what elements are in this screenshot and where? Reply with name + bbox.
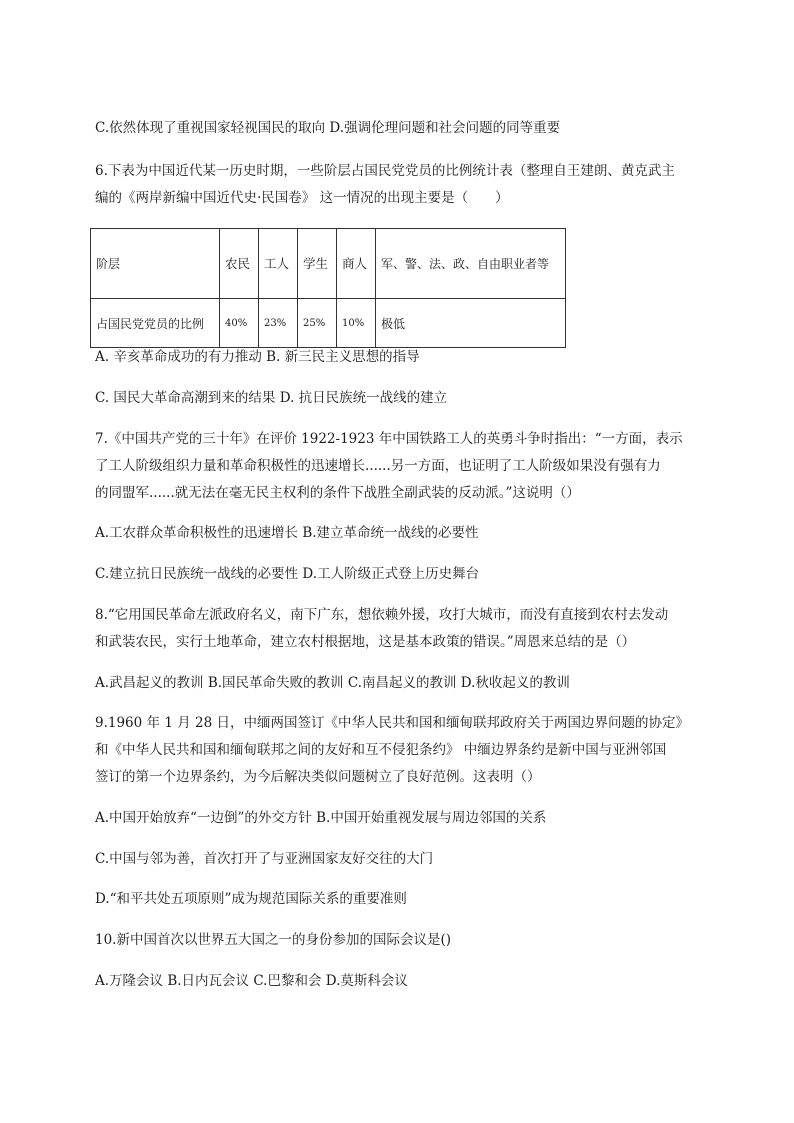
table-header-cell: 军、警、法、政、自由职业者等 — [376, 229, 566, 299]
option-line-5cd: C.依然体现了重视国家轻视国民的取向 D.强调伦理问题和社会问题的同等重要 — [95, 120, 561, 136]
question-9-stem-cont: 签订的第一个边界条约，为今后解决类似问题树立了良好范例。这表明（） — [95, 769, 541, 785]
question-7-stem-cont: 的同盟军......就无法在毫无民主权利的条件下战胜全副武装的反动派。”这说明（） — [95, 485, 580, 501]
table-cell: 25% — [298, 299, 337, 348]
question-6-stem-cont: 编的《两岸新编中国近代史·民国卷》 这一情况的出现主要是（ ） — [95, 190, 509, 206]
table-header-cell: 阶层 — [91, 229, 220, 299]
option-line-9d: D.“和平共处五项原则”成为规范国际关系的重要准则 — [95, 891, 407, 907]
question-7-stem-cont: 了工人阶级组织力量和革命积极性的迅速增长......另一方面，也证明了工人阶级如果没有强有力 — [95, 458, 661, 474]
question-8-stem-cont: 和武装农民，实行土地革命，建立农村根据地，这是基本政策的错误。”周恩来总结的是（） — [95, 634, 636, 650]
option-line-10: A.万隆会议 B.日内瓦会议 C.巴黎和会 D.莫斯科会议 — [95, 973, 408, 989]
table-cell: 10% — [337, 299, 376, 348]
option-line-7ab: A.工农群众革命积极性的迅速增长 B.建立革命统一战线的必要性 — [95, 525, 479, 541]
question-9-stem: 9.1960 年 1 月 28 日，中缅两国签订《中华人民共和国和缅甸联邦政府关于两国边界问题的协定》 — [95, 715, 689, 731]
table-header-cell: 农民 — [220, 229, 259, 299]
question-8-stem: 8.“它用国民革命左派政府名义，南下广东，想依赖外援，攻打大城市，而没有直接到农村去发动 — [95, 607, 669, 623]
table-header-cell: 商人 — [337, 229, 376, 299]
table-header-cell: 工人 — [259, 229, 298, 299]
table-header-row — [91, 229, 566, 299]
table-cell: 极低 — [376, 299, 566, 348]
option-line-6ab: A. 辛亥革命成功的有力推动 B. 新三民主义思想的指导 — [95, 349, 420, 365]
table-header-cell: 学生 — [298, 229, 337, 299]
question-6-stem: 6.下表为中国近代某一历史时期，一些阶层占国民党党员的比例统计表（整理自王建朗、黄克武主 — [95, 163, 675, 179]
question-10-stem: 10.新中国首次以世界五大国之一的身份参加的国际会议是() — [95, 932, 452, 948]
question-7-stem: 7.《中国共产党的三十年》在评价 1922-1923 年中国铁路工人的英勇斗争时指出：“一方面，表示 — [95, 431, 683, 447]
table-cell: 40% — [220, 299, 259, 348]
party-member-ratio-table — [90, 228, 566, 348]
question-9-stem-cont: 和《中华人民共和国和缅甸联邦之间的友好和互不侵犯条约》 中缅边界条约是新中国与亚洲邻国 — [95, 742, 667, 758]
option-line-9c: C.中国与邻为善，首次打开了与亚洲国家友好交往的大门 — [95, 851, 434, 867]
table-cell: 占国民党党员的比例 — [91, 299, 220, 348]
option-line-9ab: A.中国开始放弃“一边倒”的外交方针 B.中国开始重视发展与周边邻国的关系 — [95, 810, 547, 826]
option-line-6cd: C. 国民大革命高潮到来的结果 D. 抗日民族统一战线的建立 — [95, 390, 448, 406]
option-line-7cd: C.建立抗日民族统一战线的必要性 D.工人阶级正式登上历史舞台 — [95, 566, 480, 582]
table-row — [91, 299, 566, 348]
table-cell: 23% — [259, 299, 298, 348]
option-line-8: A.武昌起义的教训 B.国民革命失败的教训 C.南昌起义的教训 D.秋收起义的教训 — [95, 675, 570, 691]
